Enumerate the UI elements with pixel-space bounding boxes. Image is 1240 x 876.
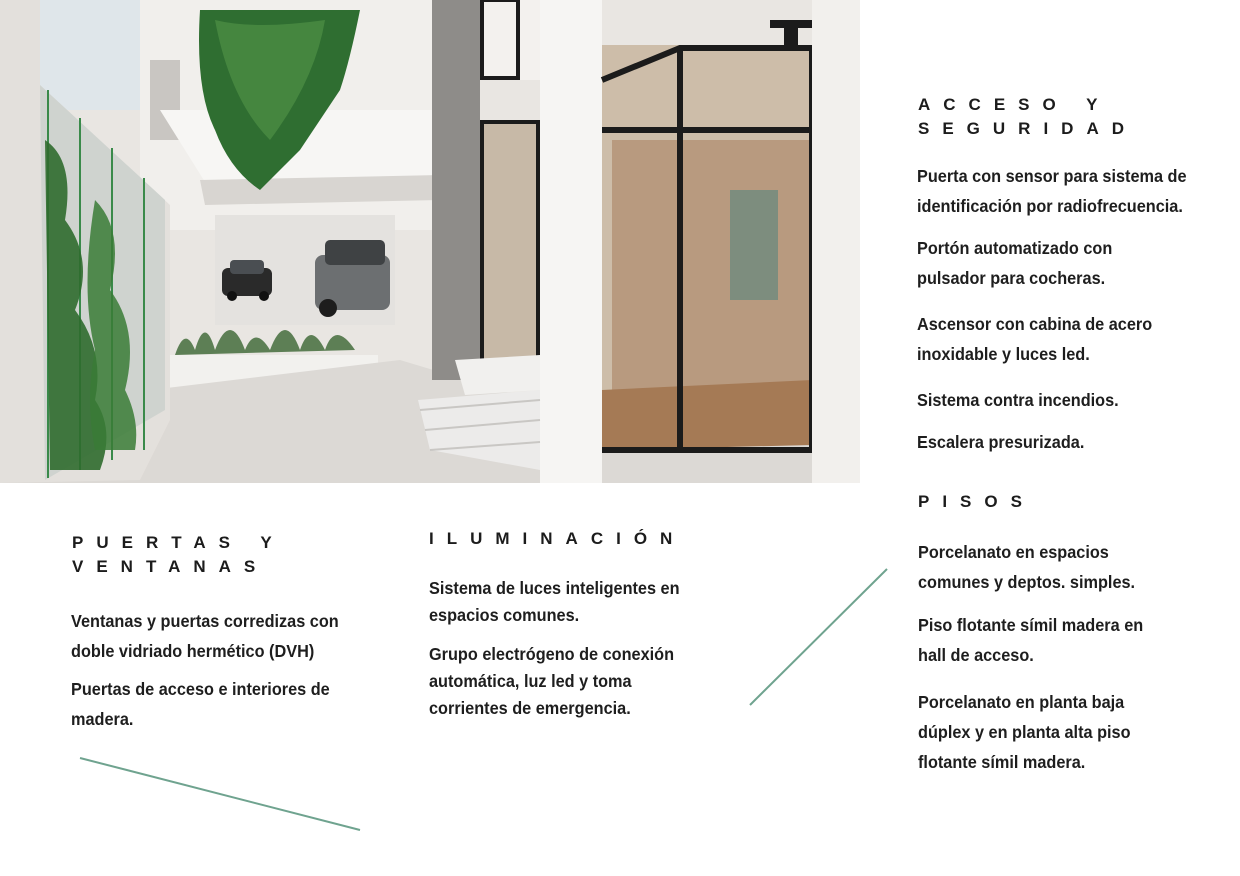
accent-line-middle: [750, 569, 887, 705]
heading-line: ACCESO Y: [918, 95, 1111, 114]
heading-line: SEGURIDAD: [918, 119, 1138, 138]
heading-line: VENTANAS: [72, 557, 269, 576]
heading-line: ILUMINACIÓN: [429, 529, 686, 548]
list-item-iluminacion: Grupo electrógeno de conexión automática, luz led y toma corrientes de emergencia.: [429, 644, 675, 718]
list-item-pisos: Piso flotante símil madera en hall de acceso.: [918, 615, 1144, 665]
list-item-iluminacion: Sistema de luces inteligentes en espacios comunes.: [429, 578, 680, 625]
list-item-acceso: Escalera presurizada.: [917, 432, 1085, 452]
heading-pisos: [918, 490, 1035, 514]
list-item-pisos: Porcelanato en planta baja dúplex y en planta alta piso flotante símil madera.: [918, 692, 1131, 772]
list-item-acceso: Ascensor con cabina de acero inoxidable y luces led.: [917, 314, 1153, 364]
heading-iluminacion: [429, 527, 685, 551]
list-item-acceso: Sistema contra incendios.: [917, 390, 1119, 410]
list-item-pisos: Porcelanato en espacios comunes y deptos. simples.: [918, 542, 1136, 592]
list-item-acceso: Puerta con sensor para sistema de identificación por radiofrecuencia.: [917, 166, 1187, 216]
list-item-acceso: Portón automatizado con pulsador para cocheras.: [917, 238, 1113, 288]
heading-line: PUERTAS Y: [72, 533, 285, 552]
heading-puertas-ventanas: [72, 531, 285, 579]
accent-line-left: [80, 758, 360, 830]
heading-line: PISOS: [918, 492, 1035, 511]
list-item-puertas: Puertas de acceso e interiores de madera.: [71, 679, 330, 729]
list-item-puertas: Ventanas y puertas corredizas con doble vidriado hermético (DVH): [71, 611, 339, 661]
heading-acceso-seguridad: [918, 93, 1137, 141]
